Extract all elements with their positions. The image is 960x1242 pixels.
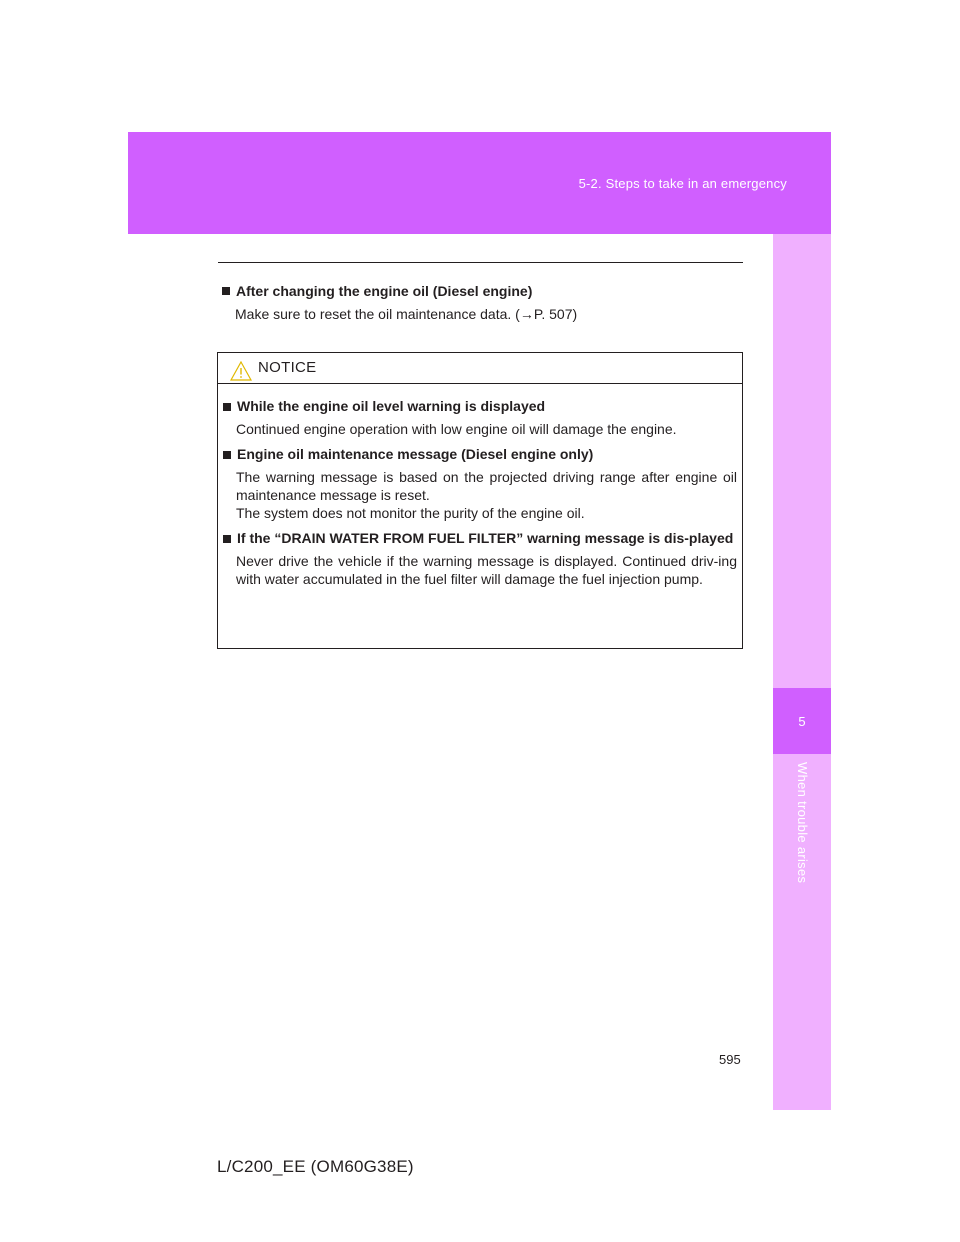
notice-header — [218, 353, 742, 384]
document-code: L/C200_EE (OM60G38E) — [217, 1157, 414, 1176]
notice-item-heading — [223, 396, 737, 417]
notice-item — [223, 528, 737, 588]
top-divider — [218, 262, 743, 263]
notice-item-text: Never drive the vehicle if the warning message is displayed. Continued driv-ing with water accumulated in the fuel filter will damage the fuel injection pump. — [236, 553, 737, 587]
square-bullet-icon — [223, 403, 231, 411]
square-bullet-icon — [223, 451, 231, 459]
notice-item — [223, 396, 737, 438]
page-number: 595 — [719, 1052, 741, 1067]
notice-item-heading-text: Engine oil maintenance message (Diesel engine only) — [237, 446, 594, 462]
notice-item-text: Continued engine operation with low engine oil will damage the engine. — [236, 421, 677, 437]
intro-section — [222, 282, 742, 323]
intro-heading — [222, 282, 742, 300]
chapter-number: 5 — [798, 713, 806, 729]
notice-item-heading — [223, 528, 737, 549]
notice-item-heading-text: While the engine oil level warning is displayed — [237, 398, 546, 414]
chapter-title: When trouble arises — [795, 762, 810, 884]
notice-item — [223, 444, 737, 522]
notice-item-heading — [223, 444, 737, 465]
square-bullet-icon — [223, 535, 231, 543]
notice-body — [218, 384, 742, 588]
header-band — [128, 132, 831, 234]
chapter-number-box — [773, 688, 831, 754]
intro-heading-text: After changing the engine oil (Diesel engine) — [236, 283, 533, 299]
notice-box — [217, 352, 743, 649]
section-title: 5-2. Steps to take in an emergency — [578, 176, 787, 191]
notice-item-text: The warning message is based on the projected driving range after engine oil maintenance message is reset. The system does not monitor the purity of the engine oil. — [236, 469, 737, 521]
square-bullet-icon — [222, 287, 230, 295]
notice-item-heading-text: If the “DRAIN WATER FROM FUEL FILTER” warning message is dis-played — [237, 530, 734, 546]
warning-triangle-icon — [230, 361, 252, 381]
side-tab — [773, 234, 831, 1110]
notice-title: NOTICE — [258, 359, 317, 376]
intro-text: Make sure to reset the oil maintenance data. (→P. 507) — [235, 306, 578, 322]
